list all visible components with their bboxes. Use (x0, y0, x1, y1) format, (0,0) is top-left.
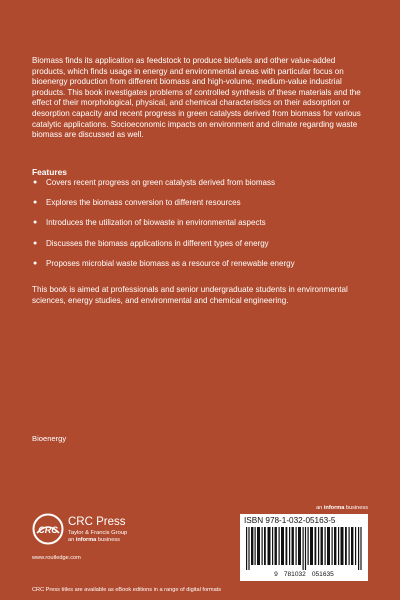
feature-item: ● Covers recent progress on green catalysts derived from biomass (33, 178, 275, 187)
bullet-icon: ● (33, 259, 38, 267)
bullet-icon: ● (33, 239, 38, 247)
features-list (32, 178, 362, 279)
informa-business-tag: an informa business (316, 505, 368, 511)
feature-item: ● Discusses the biomass applications in different types of energy (33, 238, 269, 248)
features-heading: Features (32, 167, 67, 177)
publisher-group: Taylor & Francis Group (68, 530, 128, 536)
book-summary: Biomass finds its application as feedstock to produce biofuels and other value-added products, which finds usage in energy and environmental areas with particular focus on bioenergy production from different biomass and high-volume, medium-value industrial products. This book investigates problems of controlled synthesis of these materials and the effect of their morphological, physical, and chemical characteristics on their adsorption or desorption capacity and recent progress in green catalysts derived from biomass for various catalytic applications. Socioeconomic impacts on environment and climate regarding waste biomass are discussed as well. (32, 56, 361, 140)
publisher-business-tag: an informa business (68, 537, 120, 543)
subject-category: Bioenergy (32, 434, 67, 443)
barcode-icon (246, 527, 362, 570)
feature-item: ● Introduces the utilization of biowaste in environmental aspects (33, 218, 266, 228)
publisher-website: www.routledge.com (32, 555, 81, 561)
bullet-icon: ● (33, 179, 38, 186)
bullet-icon: ● (33, 219, 38, 227)
publisher-name: CRC Press (68, 516, 126, 528)
isbn-label: ISBN 978-1-032-05163-5 (244, 516, 336, 525)
isbn-digits: 9 781032 051635 (274, 571, 334, 578)
feature-item: ● Proposes microbial waste biomass as a resource of renewable energy (33, 258, 295, 268)
audience-statement: This book is aimed at professionals and senior undergraduate students in environmental sciences, energy studies, and environmental and chemical engineering. (32, 285, 348, 305)
isbn-barcode-box (240, 514, 368, 581)
ebook-footnote: CRC Press titles are available as eBook editions in a range of digital formats (32, 587, 222, 593)
svg-text:CRC: CRC (38, 525, 58, 535)
feature-item: ● Explores the biomass conversion to different resources (33, 198, 241, 208)
crc-press-logo-icon (32, 513, 64, 545)
bullet-icon: ● (33, 199, 38, 207)
